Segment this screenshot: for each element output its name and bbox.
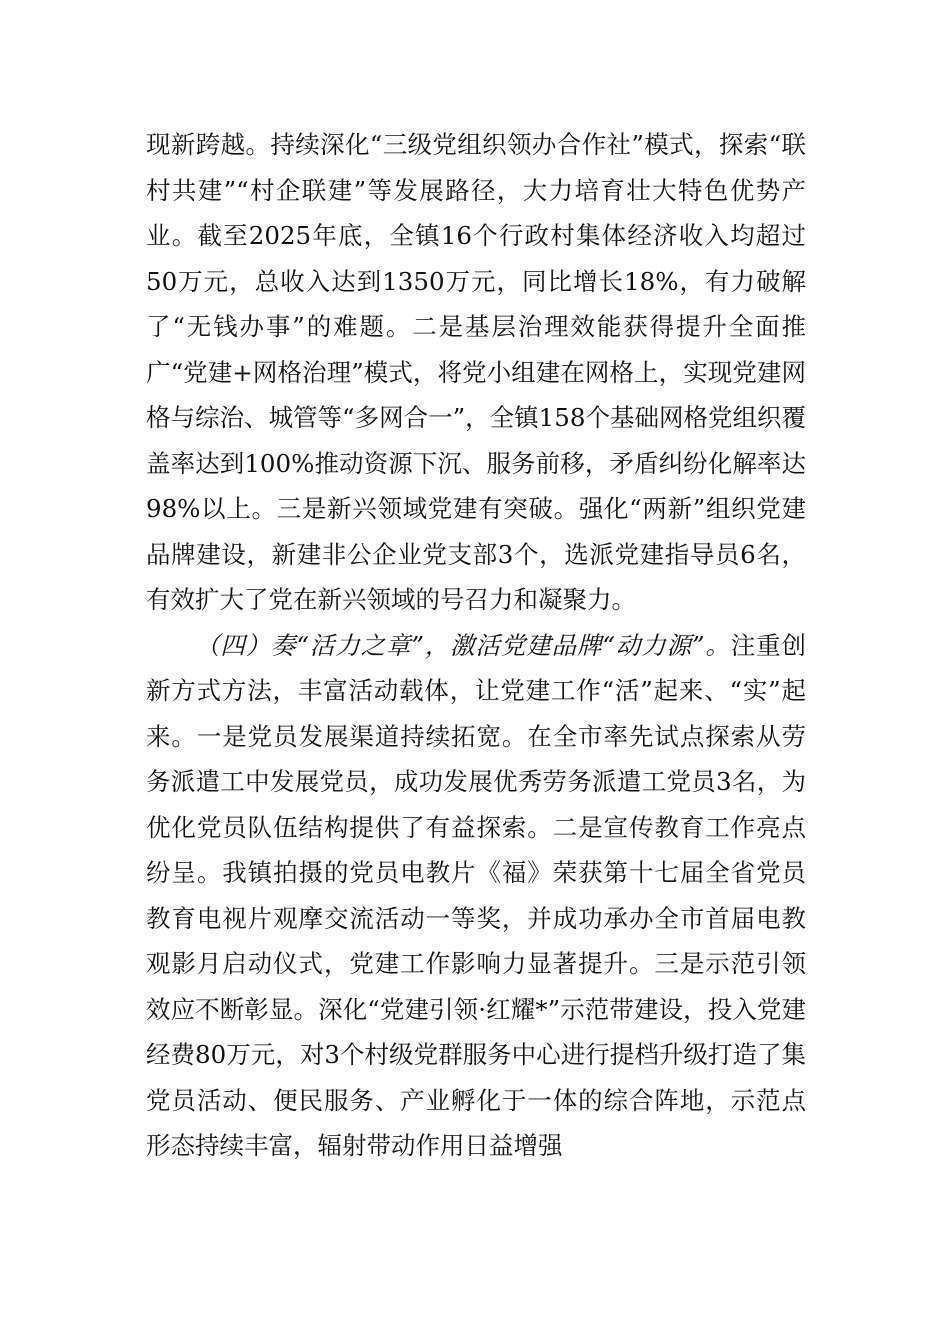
paragraph-section-four (146, 623, 806, 1169)
body-text (146, 122, 806, 1169)
section-four-heading: （四）奏“活力之章”，激活党建品牌“动力源”。 (195, 630, 731, 660)
section-four-body: 注重创新方式方法，丰富活动载体，让党建工作“活”起来、“实”起来。一是党员发展渠道持续拓宽。在全市率先试点探索从劳务派遣工中发展党员，成功发展优秀劳务派遣工党员3名，为优化党员队伍结构提供了有益探索。二是宣传教育工作亮点纷呈。我镇拍摄的党员电教片《福》荣获第十七届全省党员教育电视片观摩交流活动一等奖，并成功承办全市首届电教观影月启动仪式，党建工作影响力显著提升。三是示范引领效应不断彰显。深化“党建引领·红耀*”示范带建设，投入党建经费80万元，对3个村级党群服务中心进行提档升级打造了集党员活动、便民服务、产业孵化于一体的综合阵地，示范点形态持续丰富，辐射带动作用日益增强 (146, 630, 807, 1160)
paragraph-rural-governance: 现新跨越。持续深化“三级党组织领办合作社”模式，探索“联村共建”“村企联建”等发展路径，大力培育壮大特色优势产业。截至2025年底，全镇16个行政村集体经济收入均超过50万元，总收入达到1350万元，同比增长18%，有力破解了“无钱办事”的难题。二是基层治理效能获得提升全面推广“党建+网格治理”模式，将党小组建在网格上，实现党建网格与综治、城管等“多网合一”，全镇158个基础网格党组织覆盖率达到100%推动资源下沉、服务前移，矛盾纠纷化解率达98%以上。三是新兴领域党建有突破。强化“两新”组织党建品牌建设，新建非公企业党支部3个，选派党建指导员6名，有效扩大了党在新兴领域的号召力和凝聚力。 (146, 130, 806, 614)
